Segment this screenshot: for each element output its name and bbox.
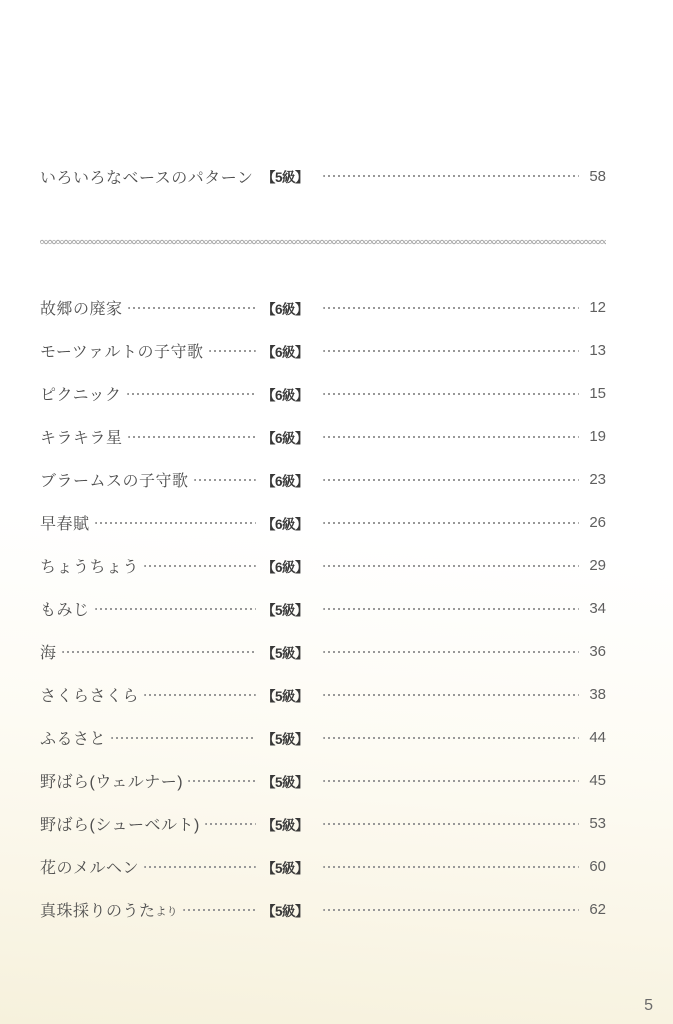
toc-row: [40, 888, 606, 931]
dot-leader: [323, 479, 579, 481]
grade-label: 【6級】: [262, 430, 309, 446]
dot-leader: [323, 608, 579, 610]
song-title: ちょうちょう: [40, 559, 140, 576]
song-title: さくらさくら: [40, 688, 140, 705]
toc-entry-left: [40, 382, 262, 405]
page-ref: 34: [589, 600, 606, 617]
toc-entry-left: [40, 683, 262, 706]
page-ref: 29: [589, 557, 606, 574]
grade-label: 【6級】: [262, 301, 309, 317]
song-title: 故郷の廃家: [40, 301, 123, 318]
dot-leader: [95, 608, 256, 610]
dot-leader: [323, 694, 579, 696]
toc-row-top: [40, 164, 606, 188]
toc-page: [40, 0, 606, 931]
page-ref: 13: [589, 342, 606, 359]
page-ref: 62: [589, 901, 606, 918]
dot-leader: [323, 522, 579, 524]
toc-entry-left: [40, 855, 262, 878]
dot-leader: [144, 866, 256, 868]
toc-row: [40, 716, 606, 759]
dot-leader: [323, 909, 579, 911]
page-ref: 19: [589, 428, 606, 445]
song-title: ブラームスの子守歌: [40, 473, 189, 490]
song-title: 野ばら(シューベルト): [40, 817, 200, 834]
dot-leader: [111, 737, 256, 739]
toc-entry-left: [40, 769, 262, 792]
toc-row: [40, 329, 606, 372]
toc-entry-left: [40, 898, 262, 921]
dot-leader: [144, 694, 256, 696]
grade-label: 【6級】: [262, 516, 309, 532]
toc-entry-left: [40, 554, 262, 577]
dot-leader: [183, 909, 256, 911]
dot-leader: [144, 565, 256, 567]
dot-leader: [194, 479, 256, 481]
dot-leader: [323, 436, 579, 438]
song-title: 野ばら(ウェルナー): [40, 774, 184, 791]
dot-leader: [209, 350, 256, 352]
song-title: ピクニック: [40, 387, 122, 404]
song-title: キラキラ星: [40, 430, 123, 447]
dot-leader: [323, 780, 579, 782]
toc-entry-left: [40, 339, 262, 362]
toc-entry-left: [40, 726, 262, 749]
toc-row: [40, 501, 606, 544]
dot-leader: [323, 350, 579, 352]
dot-leader: [62, 651, 256, 653]
song-title: いろいろなベースのパターン: [40, 169, 254, 187]
song-title: 花のメルヘン: [40, 860, 140, 877]
song-title: モーツァルトの子守歌: [40, 344, 204, 361]
toc-entry-left: [40, 296, 262, 319]
toc-row: [40, 286, 606, 329]
toc-row: [40, 372, 606, 415]
dot-leader: [323, 393, 579, 395]
toc-entry-left: [40, 597, 262, 620]
grade-label: 【5級】: [262, 903, 309, 919]
page-ref: 38: [589, 686, 606, 703]
grade-label: 【5級】: [262, 860, 309, 876]
toc-row: [40, 587, 606, 630]
page-ref: 53: [589, 815, 606, 832]
toc-row: [40, 630, 606, 673]
page-ref: 36: [589, 643, 606, 660]
dot-leader: [323, 737, 579, 739]
toc-row: [40, 544, 606, 587]
grade-label: 【5級】: [262, 731, 309, 747]
dot-leader: [95, 522, 256, 524]
toc-row: [40, 845, 606, 888]
toc-row: [40, 458, 606, 501]
toc-entry-left: [40, 511, 262, 534]
dot-leader: [188, 780, 256, 782]
dot-leader: [323, 823, 579, 825]
grade-label: 【5級】: [262, 602, 309, 618]
toc-entry-left: [40, 425, 262, 448]
grade-label: 【5級】: [262, 170, 309, 185]
grade-label: 【5級】: [262, 817, 309, 833]
dot-leader: [128, 307, 256, 309]
song-title: ふるさと: [40, 731, 107, 748]
grade-label: 【6級】: [262, 387, 309, 403]
page-ref: 15: [589, 385, 606, 402]
dot-leader: [323, 307, 579, 309]
grade-label: 【5級】: [262, 774, 309, 790]
grade-label: 【6級】: [262, 473, 309, 489]
song-title: もみじ: [40, 602, 90, 619]
dot-leader: [128, 436, 256, 438]
grade-label: 【6級】: [262, 559, 309, 575]
section-divider: [40, 238, 606, 246]
toc-entry-left: [40, 640, 262, 663]
toc-row: [40, 673, 606, 716]
grade-label: 【5級】: [262, 645, 309, 661]
page-ref: 60: [589, 858, 606, 875]
page-ref: 44: [589, 729, 606, 746]
grade-label: 【6級】: [262, 344, 309, 360]
dot-leader: [323, 565, 579, 567]
grade-label: 【5級】: [262, 688, 309, 704]
toc-entry-left: [40, 165, 262, 188]
song-title: 真珠採りのうた: [40, 903, 156, 920]
toc-row: [40, 759, 606, 802]
page-ref: 23: [589, 471, 606, 488]
dot-leader: [127, 393, 256, 395]
song-title: 海: [40, 645, 57, 662]
dot-leader: [323, 175, 579, 177]
toc-list: [40, 286, 606, 931]
wavy-divider-graphic: [40, 238, 606, 246]
page-ref: 26: [589, 514, 606, 531]
toc-entry-left: [40, 468, 262, 491]
toc-entry-left: [40, 812, 262, 835]
page-ref: 12: [589, 299, 606, 316]
page-ref: 45: [589, 772, 606, 789]
toc-row: [40, 802, 606, 845]
page-number: 5: [644, 997, 653, 1014]
dot-leader: [323, 651, 579, 653]
toc-row: [40, 415, 606, 458]
page-ref: 58: [589, 167, 606, 185]
dot-leader: [205, 823, 256, 825]
song-title: 早春賦: [40, 516, 90, 533]
song-title-suffix: より: [155, 906, 178, 918]
dot-leader: [323, 866, 579, 868]
